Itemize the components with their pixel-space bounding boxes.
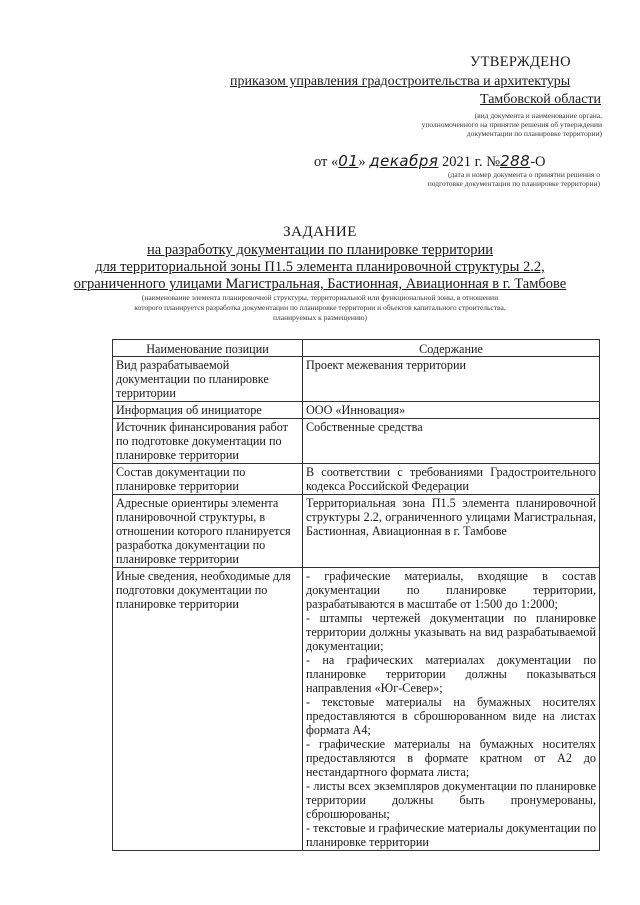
task-title-line: для территориальной зоны П1.5 элемента планировочной структуры 2.2,: [95, 259, 545, 275]
requirement-item: - листы всех экземпляров документации по планировке территории должны быть пронумерованы, сброшюрованы;: [306, 779, 596, 821]
row-name: Адресные ориентиры элемента планировочной структуры, в отношении которого планируется разработка документации по планировке территории: [113, 495, 303, 568]
title-note-line: которого планируется разработка документации по планировке территории и объектов капитального строительства,: [134, 303, 506, 312]
row-content: В соответствии с требованиями Градостроительного кодекса Российской Федерации: [303, 464, 600, 495]
row-name: Вид разрабатываемой документации по планировке территории: [113, 357, 303, 402]
authority-note-line: (вид документа и наименование органа,: [474, 111, 602, 120]
row-content-list: [303, 568, 600, 851]
date-year: 2021 г. №: [442, 154, 501, 170]
date-mid: »: [358, 154, 366, 170]
date-suffix: -О: [530, 154, 546, 170]
order-number: 288: [500, 152, 531, 170]
date-day: 01: [338, 152, 359, 170]
requirement-item: - текстовые и графические материалы документации по планировке территории: [306, 821, 596, 849]
requirement-item: - на графических материалах документации по планировке территории должны показываться направления «Юг-Север»;: [306, 653, 596, 695]
task-table: [112, 339, 600, 851]
row-name: Источник финансирования работ по подготовке документации по планировке территории: [113, 419, 303, 464]
table-row: [113, 495, 600, 568]
date-prefix: от «: [314, 154, 339, 170]
table-row: [113, 402, 600, 419]
order-date-line: [314, 152, 546, 171]
task-title-line: на разработку документации по планировке территории: [146, 242, 494, 258]
table-row: [113, 357, 600, 402]
table-row-other-info: [113, 568, 600, 851]
approval-stamp-heading: УТВЕРЖДЕНО: [470, 54, 571, 70]
row-content: Собственные средства: [303, 419, 600, 464]
document-heading: ЗАДАНИЕ: [283, 224, 357, 240]
approving-authority-line: приказом управления градостроительства и архитектуры: [230, 74, 571, 89]
authority-note-line: уполномоченного на принятие решения об утверждении: [421, 120, 602, 129]
row-name: Состав документации по планировке территории: [113, 464, 303, 495]
requirement-item: - штампы чертежей документации по планировке территории должны указывать на вид разрабатываемой документации;: [306, 611, 596, 653]
column-header-position: Наименование позиции: [113, 340, 303, 357]
table-header-row: [113, 340, 600, 357]
title-note-line: планируемых к размещению): [273, 313, 367, 322]
row-content: Проект межевания территории: [303, 357, 600, 402]
task-title-line: ограниченного улицами Магистральная, Бастионная, Авиационная в г. Тамбове: [73, 276, 567, 292]
date-note-line: (дата и номер документа о принятии решения о: [448, 170, 600, 179]
authority-note-line: документации по планировке территории): [466, 129, 602, 138]
row-content: Территориальная зона П1.5 элемента планировочной структуры 2.2, ограниченного улицами Магистральная, Бастионная, Авиационная в г. Тамбове: [303, 495, 600, 568]
date-month: декабря: [369, 152, 439, 170]
requirement-item: - графические материалы, входящие в состав документации по планировке территории, разрабатываются в масштабе от 1:500 до 1:2000;: [306, 569, 596, 611]
row-name: Информация об инициаторе: [113, 402, 303, 419]
row-content: ООО «Инновация»: [303, 402, 600, 419]
date-note-line: подготовке документации по планировке территории): [427, 179, 600, 188]
table-row: [113, 464, 600, 495]
requirement-item: - графические материалы на бумажных носителях предоставляются в формате кратном от А2 до нестандартного формата листа;: [306, 737, 596, 779]
requirement-item: - текстовые материалы на бумажных носителях предоставляются в сброшюрованном виде на листах формата А4;: [306, 695, 596, 737]
table-row: [113, 419, 600, 464]
row-name: Иные сведения, необходимые для подготовки документации по планировке территории: [113, 568, 303, 851]
column-header-content: Содержание: [303, 340, 600, 357]
approving-region-line: Тамбовской области: [480, 92, 602, 107]
title-note-line: (наименование элемента планировочной структуры, территориальной или функциональной зоны, в отношении: [141, 293, 499, 302]
